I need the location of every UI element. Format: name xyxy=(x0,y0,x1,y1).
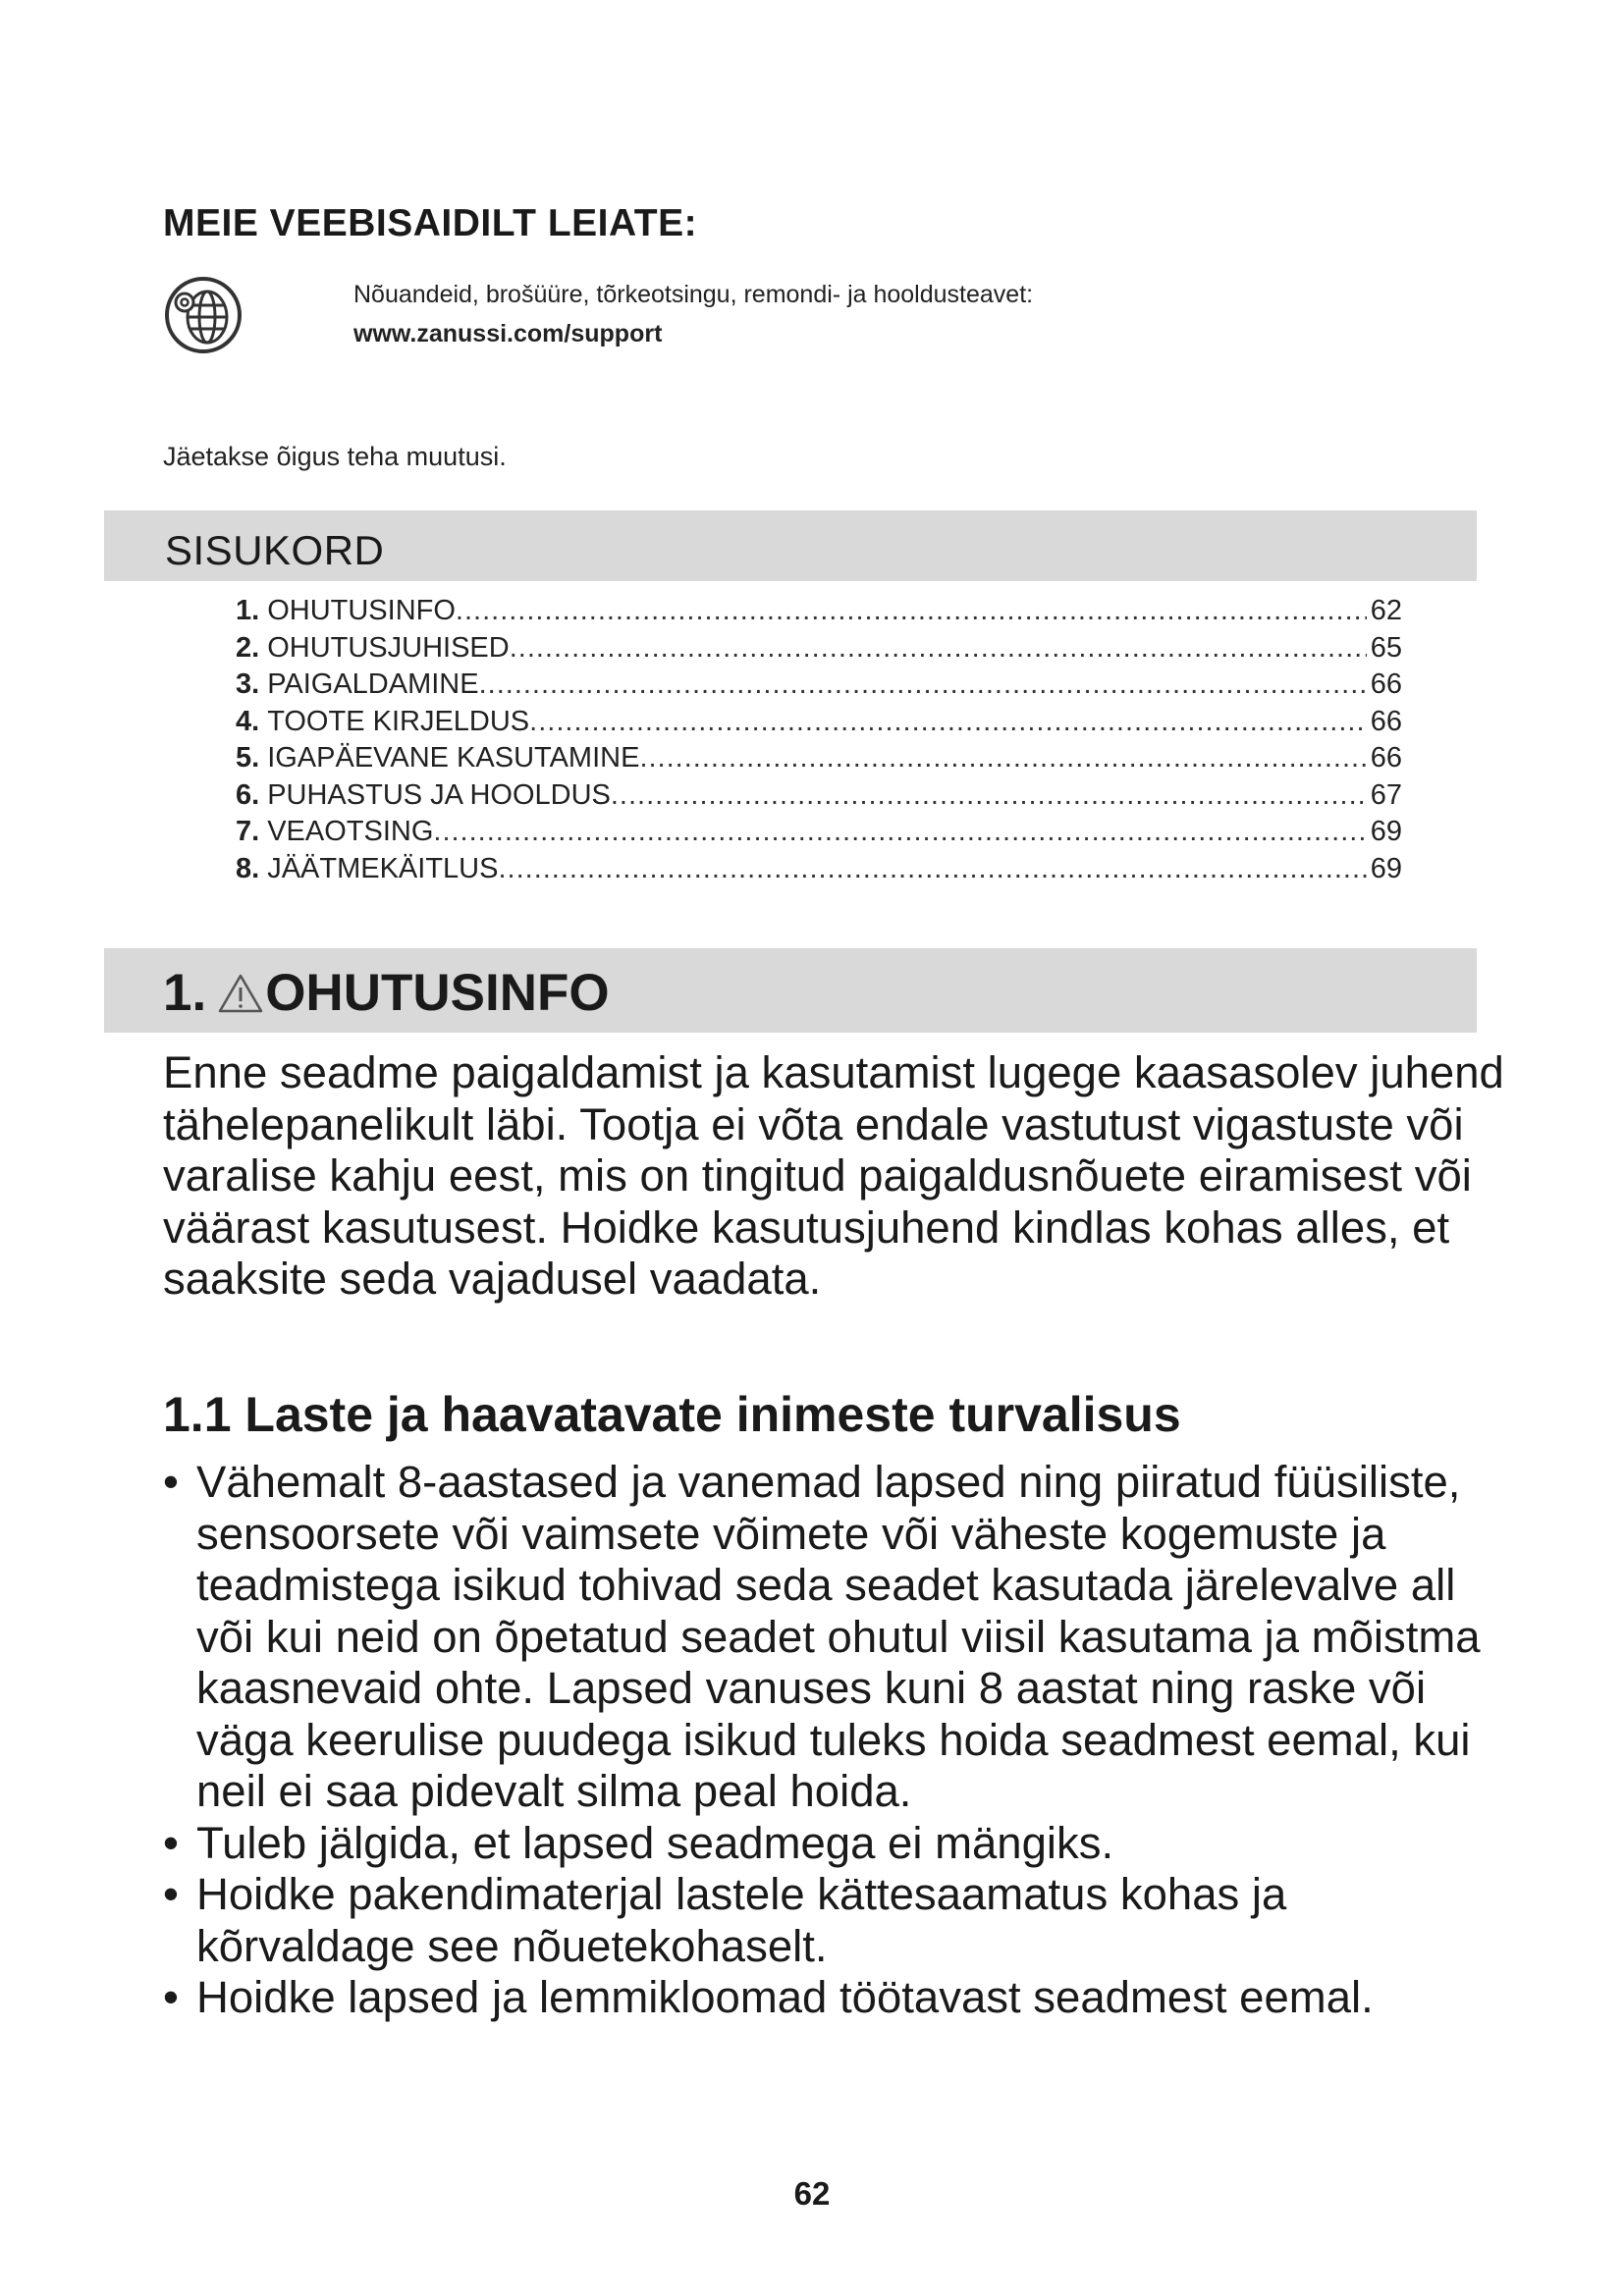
toc-item-number: 6. xyxy=(236,778,260,811)
toc-leader-dots xyxy=(639,742,1366,774)
toc-item-label: IGAPÄEVANE KASUTAMINE xyxy=(267,742,640,774)
toc-item-number: 4. xyxy=(236,705,260,737)
page-number: 62 xyxy=(793,2175,831,2212)
support-url-link[interactable]: www.zanussi.com/support xyxy=(353,320,663,347)
toc-item[interactable] xyxy=(236,779,1402,817)
list-item: • Vähemalt 8-aastased ja vanemad lapsed ning piiratud füüsiliste, sensoorsete või vaimsete võimete või väheste kogemuste ja teadmistega isikud tohivad seda seadet kasutada järelevalve all või kui neid on õpetatud seadet ohutul viisil kasutama ja mõistma kaasnevaid ohte. Lapsed vanuses kuni 8 aastat ning raske või väga keerulise puudega isikud tuleks hoida seadmest eemal, kui neil ei saa pidevalt silma peal hoida. xyxy=(163,1457,1508,1818)
toc-item-label: PUHASTUS JA HOOLDUS xyxy=(267,778,611,811)
toc-item-number: 2. xyxy=(236,631,260,664)
intro-paragraph: Enne seadme paigaldamist ja kasutamist lugege kaasasolev juhend tähelepanelikult läbi. Tootja ei võta endale vastutust vigastuste või varalise kahju eest, mis on tingitud paigaldusnõuete eiramisest või väärast kasutusest. Hoidke kasutusjuhend kindlas kohas alles, et saaksite seda vajadusel vaadata. xyxy=(163,1047,1504,1304)
toc-item[interactable] xyxy=(236,595,1402,632)
toc-item-page: 62 xyxy=(1370,595,1402,626)
toc-item[interactable] xyxy=(236,706,1402,743)
safety-bullet-list xyxy=(163,1457,1508,2024)
rights-notice: Jäetakse õigus teha muutusi. xyxy=(163,442,507,471)
toc-item-page: 66 xyxy=(1370,668,1402,700)
section-number: 1. xyxy=(163,964,207,1022)
list-item: • Hoidke pakendimaterjal lastele kättesaamatus kohas ja kõrvaldage see nõuetekohaselt. xyxy=(163,1869,1508,1972)
toc-leader-dots xyxy=(433,816,1366,848)
list-item: • Hoidke lapsed ja lemmikloomad töötavast seadmest eemal. xyxy=(163,1972,1508,2024)
subsection-title: 1.1 Laste ja haavatavate inimeste turvalisus xyxy=(163,1387,1181,1442)
toc-item[interactable] xyxy=(236,742,1402,779)
warning-triangle-icon xyxy=(218,973,263,1014)
toc-item-page: 69 xyxy=(1370,816,1402,847)
toc-title: SISUKORD xyxy=(165,527,385,573)
toc-item-label: OHUTUSJUHISED xyxy=(267,631,510,664)
toc-item-page: 67 xyxy=(1370,778,1402,811)
section-title xyxy=(163,963,610,1023)
toc-leader-dots xyxy=(456,595,1367,627)
toc-item-number: 1. xyxy=(236,595,260,626)
toc-item-number: 8. xyxy=(236,852,260,884)
toc-item-page: 65 xyxy=(1370,631,1402,664)
toc-leader-dots xyxy=(498,853,1366,885)
toc-item-number: 7. xyxy=(236,816,260,847)
toc-item-label: PAIGALDAMINE xyxy=(267,668,479,700)
globe-at-icon xyxy=(163,275,244,355)
toc-item-page: 66 xyxy=(1370,705,1402,737)
toc-item[interactable] xyxy=(236,668,1402,706)
toc-item[interactable] xyxy=(236,632,1402,669)
list-item: • Tuleb jälgida, et lapsed seadmega ei mängiks. xyxy=(163,1818,1508,1870)
toc-leader-dots xyxy=(529,706,1367,738)
toc-item-number: 5. xyxy=(236,742,260,774)
website-heading: MEIE VEEBISAIDILT LEIATE: xyxy=(163,202,698,244)
toc-item-number: 3. xyxy=(236,668,260,700)
toc-item-label: JÄÄTMEKÄITLUS xyxy=(267,852,499,884)
section-title-text: OHUTUSINFO xyxy=(265,964,610,1022)
support-description: Nõuandeid, brošüüre, tõrkeotsingu, remondi- ja hooldusteavet: xyxy=(353,281,1034,308)
toc-item-page: 66 xyxy=(1370,742,1402,774)
toc-item[interactable] xyxy=(236,816,1402,853)
toc-leader-dots xyxy=(510,632,1367,665)
toc-item-page: 69 xyxy=(1370,852,1402,884)
toc-leader-dots xyxy=(479,668,1367,701)
toc-item-label: OHUTUSINFO xyxy=(267,595,456,626)
toc-leader-dots xyxy=(611,779,1367,812)
table-of-contents xyxy=(236,595,1402,889)
toc-item-label: TOOTE KIRJELDUS xyxy=(267,705,530,737)
toc-item[interactable] xyxy=(236,853,1402,890)
toc-item-label: VEAOTSING xyxy=(267,816,434,847)
